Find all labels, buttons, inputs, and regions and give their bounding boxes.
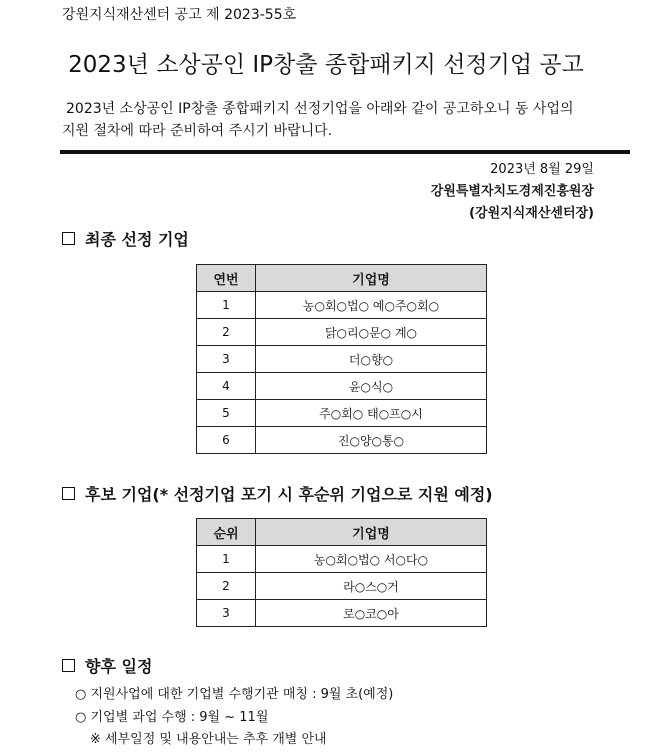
row-index: 2 — [197, 319, 256, 346]
checkbox-square-icon — [62, 487, 75, 500]
table-row — [197, 346, 487, 373]
header-index: 연번 — [197, 265, 256, 292]
row-company: 진○양○통○ — [256, 427, 487, 454]
section-schedule-title: 향후 일정 — [85, 657, 153, 676]
row-company: 농○회○법○ 예○주○회○ — [256, 292, 487, 319]
section-reserve-title: 후보 기업(* 선정기업 포기 시 후순위 기업으로 지원 예정) — [85, 485, 493, 504]
row-index: 3 — [197, 346, 256, 373]
table-row — [197, 427, 487, 454]
schedule-note: ※ 세부일정 및 내용안내는 추후 개별 안내 — [90, 732, 327, 747]
row-company: 더○향○ — [256, 346, 487, 373]
checkbox-square-icon — [62, 232, 75, 245]
issue-date: 2023년 8월 29일 — [490, 162, 594, 177]
row-company: 닭○리○문○ 계○ — [256, 319, 487, 346]
table-header-row — [197, 519, 487, 546]
final-selection-table — [196, 264, 487, 454]
issuer-org: 강원특별자치도경제진흥원장 — [430, 184, 594, 199]
row-company: 라○스○거 — [256, 573, 487, 600]
row-rank: 2 — [197, 573, 256, 600]
table-row — [197, 373, 487, 400]
table-row — [197, 400, 487, 427]
table-row — [197, 573, 487, 600]
table-row — [197, 319, 487, 346]
row-index: 6 — [197, 427, 256, 454]
checkbox-square-icon — [62, 659, 75, 672]
section-divider — [60, 150, 630, 154]
row-index: 1 — [197, 292, 256, 319]
section-schedule-heading — [62, 654, 152, 677]
row-index: 4 — [197, 373, 256, 400]
row-company: 윤○식○ — [256, 373, 487, 400]
section-reserve-heading — [62, 482, 493, 505]
notice-number: 강원지식재산센터 공고 제 2023-55호 — [62, 7, 297, 23]
header-rank: 순위 — [197, 519, 256, 546]
row-rank: 1 — [197, 546, 256, 573]
schedule-item-execution: ○ 기업별 과업 수행 : 9월 ~ 11월 — [75, 710, 269, 725]
row-rank: 3 — [197, 600, 256, 627]
schedule-item-matching: ○ 지원사업에 대한 기업별 수행기관 매칭 : 9월 초(예정) — [75, 687, 394, 702]
table-row — [197, 546, 487, 573]
section-final-title: 최종 선정 기업 — [85, 230, 189, 249]
intro-line-1: 2023년 소상공인 IP창출 종합패키지 선정기업을 아래와 같이 공고하오니 동 사업의 — [66, 101, 574, 117]
table-header-row — [197, 265, 487, 292]
row-company: 농○회○법○ 서○다○ — [256, 546, 487, 573]
document-title: 2023년 소상공인 IP창출 종합패키지 선정기업 공고 — [68, 52, 584, 78]
table-row — [197, 292, 487, 319]
table-row — [197, 600, 487, 627]
section-final-heading — [62, 227, 189, 250]
reserve-table — [196, 518, 487, 627]
intro-line-2: 지원 절차에 따라 준비하여 주시기 바랍니다. — [62, 123, 333, 139]
row-company: 주○회○ 태○프○시 — [256, 400, 487, 427]
header-company: 기업명 — [256, 265, 487, 292]
issuer-org-sub: (강원지식재산센터장) — [469, 206, 594, 221]
row-company: 로○코○아 — [256, 600, 487, 627]
header-company: 기업명 — [256, 519, 487, 546]
row-index: 5 — [197, 400, 256, 427]
